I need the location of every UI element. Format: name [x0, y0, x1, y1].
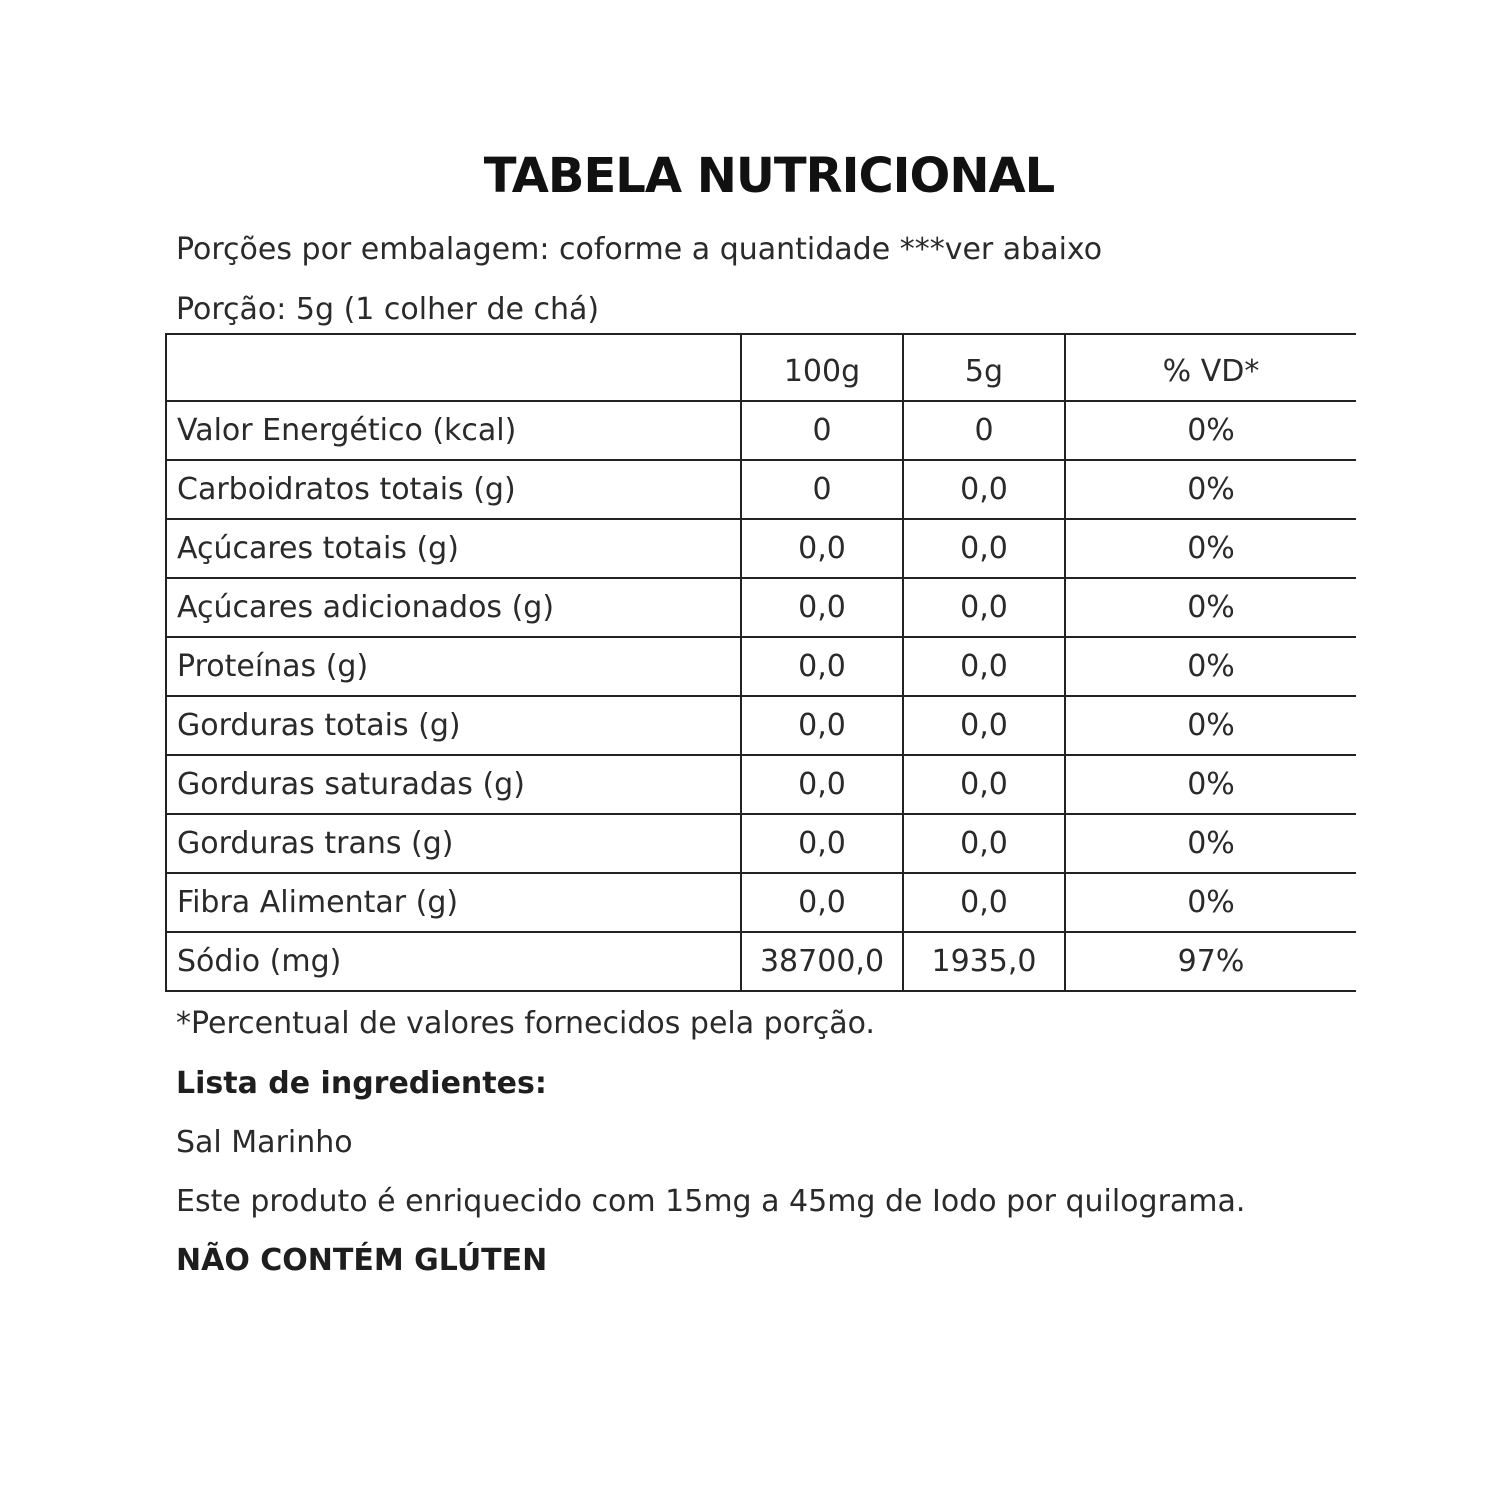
- value-per-100g: 0,0: [741, 755, 903, 814]
- value-daily-percent: 0%: [1065, 814, 1356, 873]
- nutrient-name: Gorduras totais (g): [166, 696, 741, 755]
- table-header-row: [166, 334, 1356, 401]
- nutrient-name: Carboidratos totais (g): [166, 460, 741, 519]
- table-row: [166, 519, 1356, 578]
- value-per-5g: 0: [903, 401, 1065, 460]
- value-daily-percent: 0%: [1065, 873, 1356, 932]
- table-row: [166, 637, 1356, 696]
- value-per-5g: 0,0: [903, 578, 1065, 637]
- header-nutrient: [166, 334, 741, 401]
- value-daily-percent: 0%: [1065, 401, 1356, 460]
- page-title: TABELA NUTRICIONAL: [483, 148, 1055, 204]
- value-per-100g: 0,0: [741, 637, 903, 696]
- nutrient-name: Açúcares totais (g): [166, 519, 741, 578]
- portion-size: Porção: 5g (1 colher de chá): [176, 292, 600, 327]
- value-per-5g: 0,0: [903, 637, 1065, 696]
- nutrient-name: Proteínas (g): [166, 637, 741, 696]
- value-daily-percent: 0%: [1065, 578, 1356, 637]
- value-per-5g: 1935,0: [903, 932, 1065, 991]
- nutrient-name: Sódio (mg): [166, 932, 741, 991]
- table-row: [166, 755, 1356, 814]
- nutrient-name: Fibra Alimentar (g): [166, 873, 741, 932]
- value-per-100g: 0: [741, 401, 903, 460]
- value-per-5g: 0,0: [903, 460, 1065, 519]
- value-per-5g: 0,0: [903, 873, 1065, 932]
- table-row: [166, 873, 1356, 932]
- nutrient-name: Valor Energético (kcal): [166, 401, 741, 460]
- ingredients-heading: Lista de ingredientes:: [176, 1066, 547, 1101]
- table-row: [166, 814, 1356, 873]
- table-row: [166, 932, 1356, 991]
- header-daily-value: % VD*: [1065, 334, 1356, 401]
- gluten-free-notice: NÃO CONTÉM GLÚTEN: [176, 1243, 548, 1278]
- servings-per-package: Porções por embalagem: coforme a quantidade ***ver abaixo: [176, 232, 1103, 267]
- table-row: [166, 460, 1356, 519]
- ingredients-list: Sal Marinho: [176, 1125, 353, 1160]
- nutrient-name: Gorduras trans (g): [166, 814, 741, 873]
- value-daily-percent: 0%: [1065, 637, 1356, 696]
- value-daily-percent: 0%: [1065, 460, 1356, 519]
- table-row: [166, 696, 1356, 755]
- iodine-note: Este produto é enriquecido com 15mg a 45mg de Iodo por quilograma.: [176, 1184, 1246, 1219]
- value-per-100g: 38700,0: [741, 932, 903, 991]
- nutrient-name: Açúcares adicionados (g): [166, 578, 741, 637]
- value-per-100g: 0,0: [741, 873, 903, 932]
- value-per-5g: 0,0: [903, 696, 1065, 755]
- value-per-100g: 0,0: [741, 814, 903, 873]
- value-daily-percent: 0%: [1065, 519, 1356, 578]
- value-per-100g: 0,0: [741, 519, 903, 578]
- value-daily-percent: 0%: [1065, 755, 1356, 814]
- header-per-100g: 100g: [741, 334, 903, 401]
- value-per-100g: 0: [741, 460, 903, 519]
- table-row: [166, 578, 1356, 637]
- value-per-5g: 0,0: [903, 519, 1065, 578]
- value-per-100g: 0,0: [741, 696, 903, 755]
- nutrition-table: [165, 333, 1356, 992]
- value-daily-percent: 0%: [1065, 696, 1356, 755]
- value-per-100g: 0,0: [741, 578, 903, 637]
- table-row: [166, 401, 1356, 460]
- header-per-5g: 5g: [903, 334, 1065, 401]
- value-per-5g: 0,0: [903, 814, 1065, 873]
- footnote: *Percentual de valores fornecidos pela porção.: [176, 1006, 875, 1041]
- nutrient-name: Gorduras saturadas (g): [166, 755, 741, 814]
- value-per-5g: 0,0: [903, 755, 1065, 814]
- value-daily-percent: 97%: [1065, 932, 1356, 991]
